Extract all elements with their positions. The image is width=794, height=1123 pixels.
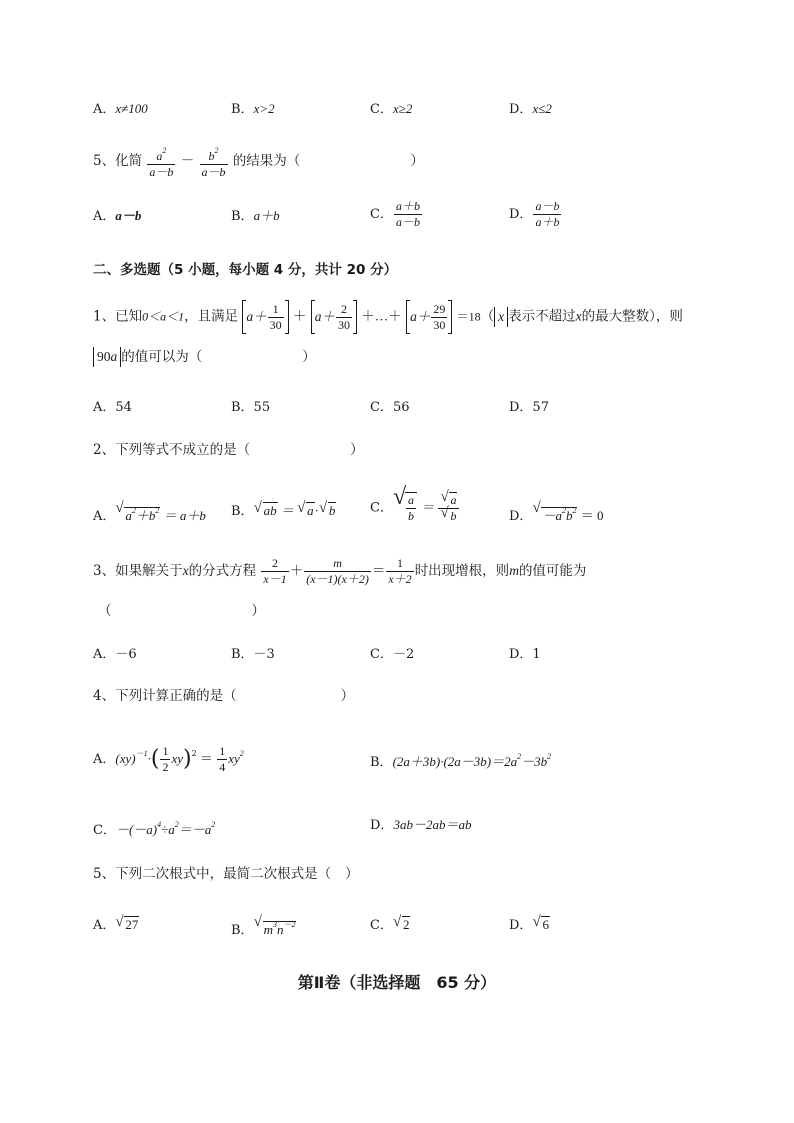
m3-stem-line1: 3、如果解关于x的分式方程 $\frac{2}{x-1}$ ＋ $\frac{m}{(x-1)(x+2)}$ ＝ $\frac{1}{x+2}$ 时出现增根，则m的值可能为 <box>93 556 587 586</box>
m3-option-c: C．－2 <box>370 647 415 662</box>
m2-option-a: A． √ $a^2+b^2 = a+b$ <box>93 500 206 524</box>
part-2-title: 第Ⅱ卷（非选择题 65 分） <box>297 973 497 992</box>
m2-stem: 2、下列等式不成立的是（ ） <box>93 442 364 458</box>
m4-option-a: A．(xy)$^{-1}$·( $\frac{1}{2}$ xy)$^2$ ＝ $\frac{1}{4}$ $xy^2$ <box>93 744 244 774</box>
m5-stem: 5、下列二次根式中，最简二次根式是（ ） <box>93 866 359 882</box>
q4-option-c: C．x≥2 <box>370 101 413 117</box>
q4-option-d: D．x≤2 <box>509 101 552 117</box>
m2-option-c: C． √ $\frac{a}{b}$ ＝ √ a √ b <box>370 492 460 524</box>
q5-option-b: B．a＋b <box>231 208 280 224</box>
m2-option-d: D． √ $-a^2b^2 = 0$ <box>509 500 604 524</box>
m5-option-d: D． √ 6 <box>509 914 549 933</box>
q5-fraction-1: $\frac{a^2}{a-b}$ <box>147 143 175 180</box>
m2-option-b: B． √ ab ＝ √ a· √ b <box>231 500 336 519</box>
q4-option-a: A．x≠100 <box>93 101 148 117</box>
m4-stem: 4、下列计算正确的是（ ） <box>93 688 355 704</box>
m3-option-d: D．1 <box>509 647 541 662</box>
m4-option-c: C．$-(-a)^4\div a^2=-a^2$ <box>93 820 216 838</box>
m4-option-d: D．3ab－2ab＝ab <box>370 817 472 833</box>
m5-option-a: A． √ 27 <box>93 914 139 933</box>
q5-stem: 5、化简 $\frac{a^2}{a-b}$ － $\frac{b^2}{a-b}$ 的结果为（ ） <box>93 143 424 180</box>
m1-option-b: B．55 <box>231 400 271 415</box>
q5-option-a: A．a－b <box>93 208 142 224</box>
section-2-title: 二、多选题（5 小题，每小题 4 分，共计 20 分） <box>93 262 398 278</box>
q5-fraction-2: $\frac{b^2}{a-b}$ <box>200 143 228 180</box>
m1-option-d: D．57 <box>509 400 549 415</box>
m1-option-c: C．56 <box>370 400 410 415</box>
m3-stem-line2: （ ） <box>98 603 265 619</box>
q4-option-b: B．x>2 <box>231 101 275 117</box>
m3-option-a: A．－6 <box>93 647 137 662</box>
m1-option-a: A．54 <box>93 400 132 415</box>
m5-option-b: B． √ $m^3n^{-2}$ <box>231 914 296 938</box>
m1-stem-line2: 90a 的值可以为（ ） <box>93 347 316 367</box>
m5-option-c: C． √ 2 <box>370 914 410 933</box>
m3-option-b: B．－3 <box>231 647 275 662</box>
q5-option-d: D． $\frac{a-b}{a+b}$ <box>509 199 560 229</box>
m4-option-b: B．$(2a+3b)\cdot(2a-3b)=2a^2-3b^2$ <box>370 752 552 770</box>
m1-stem-line1: 1、已知0＜a＜1，且满足 a＋ $\frac{1}{30}$ ＋ a＋ $\frac{2}{30}$ ＋…＋ a＋ $\frac{29}{30}$ ＝18（ x 表示不超过x的最大整数），则 <box>93 300 683 334</box>
q5-option-c: C． $\frac{a+b}{a-b}$ <box>370 199 420 229</box>
